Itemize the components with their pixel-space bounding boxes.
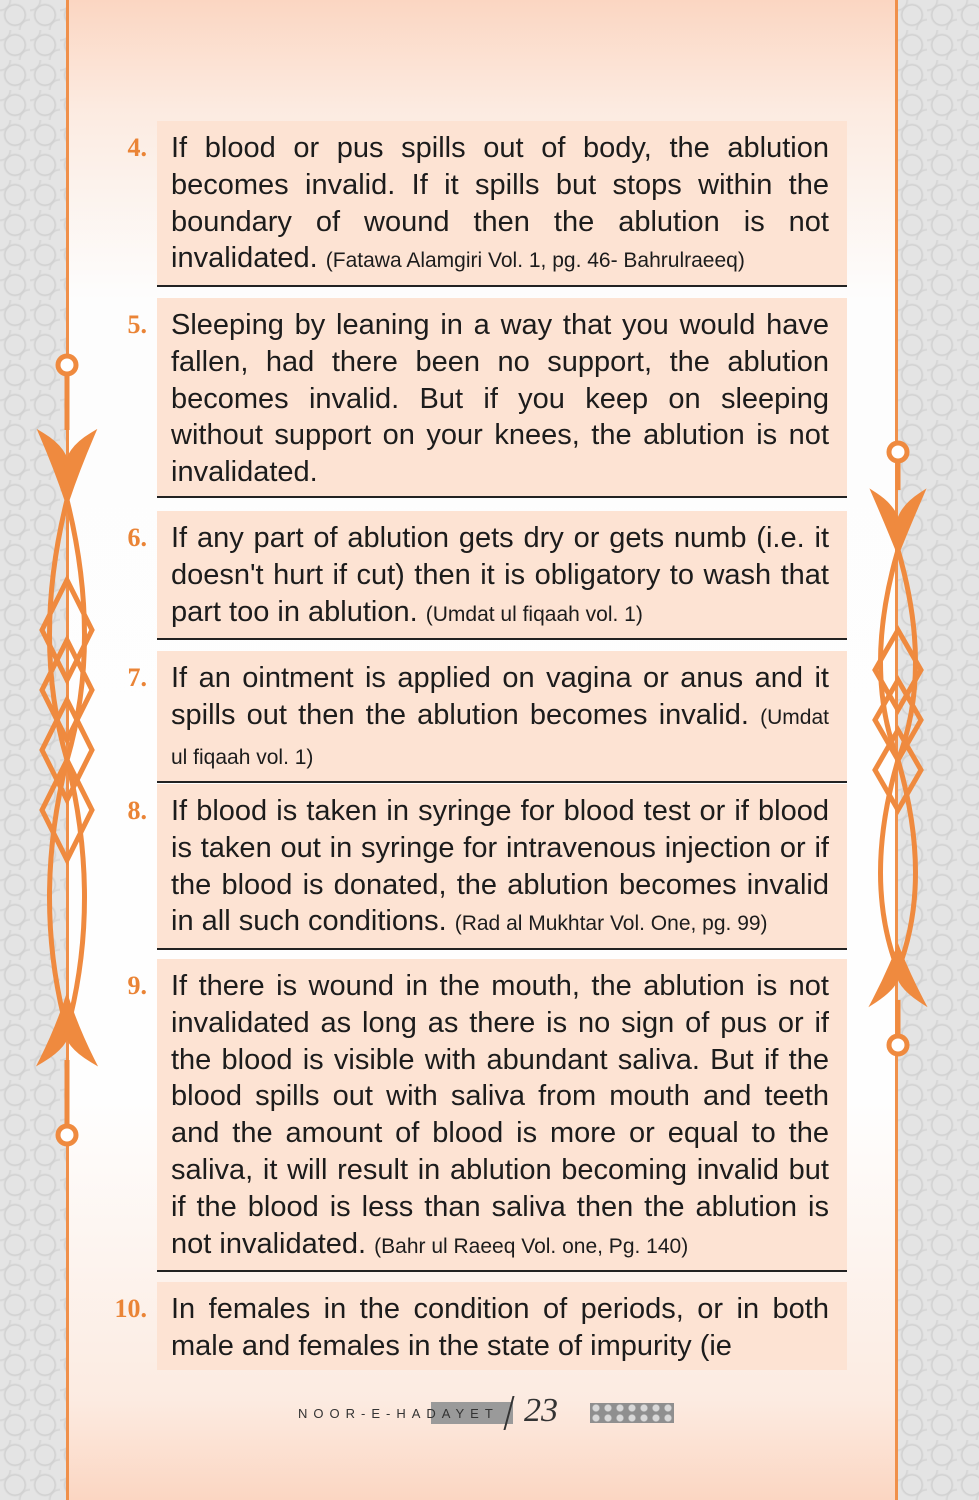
divider (157, 1270, 847, 1272)
item-text: If there is wound in the mouth, the ablution is not invalidated as long as there is no sign of pus or if the blood is visible with abundant saliva. But if the blood spills out with saliva from mouth and teeth and the amount of blood is more or equal to the saliva, it will result in ablution becoming invalid but if the blood is less than saliva then the ablution is not invalidated. (171, 970, 829, 1260)
list-item (127, 959, 847, 1272)
item-reference: (Umdat ul fiqaah vol. 1) (425, 602, 643, 626)
item-reference: (Fatawa Alamgiri Vol. 1, pg. 46- Bahrulraeeq) (325, 249, 745, 273)
divider (157, 638, 847, 640)
list-item (127, 298, 847, 498)
divider (157, 285, 847, 287)
item-box (157, 298, 847, 496)
item-reference: (Umdat ul fiqaah vol. 1) (171, 705, 829, 769)
item-text: If blood is taken in syringe for blood test or if blood is taken out in syringe for intravenous injection or if the blood is donated, the ablution becomes invalid in all such conditions. (171, 795, 829, 938)
item-box (157, 1282, 847, 1370)
footer-brand (298, 1406, 499, 1421)
item-number: 10. (114, 1294, 147, 1323)
item-number: 4. (127, 133, 147, 162)
divider (157, 496, 847, 498)
item-text: If an ointment is applied on vagina or anus and it spills out then the ablution becomes invalid. (171, 662, 829, 731)
item-reference: (Bahr ul Raeeq Vol. one, Pg. 140) (374, 1234, 689, 1258)
item-box (157, 511, 847, 638)
item-text: Sleeping by leaning in a way that you would have fallen, had there been no support, the ablution becomes invalid. But if you keep on sleeping without support on your knees, the ablution is not invalidated. (171, 309, 829, 489)
item-box (157, 959, 847, 1270)
list-item (114, 1282, 847, 1370)
footer-pattern-bar (590, 1403, 674, 1423)
page-footer (298, 1394, 688, 1434)
footer-brand-end: DAYET (426, 1406, 499, 1421)
list-item (127, 511, 847, 640)
item-text: If blood or pus spills out of body, the ablution becomes invalid. If it spills but stops within the boundary of wound then the ablution is not invalidated. (171, 132, 829, 275)
item-number: 5. (127, 310, 147, 339)
left-ornament (22, 340, 112, 1160)
item-box (157, 784, 847, 948)
item-number: 9. (127, 971, 147, 1000)
item-box (157, 121, 847, 285)
item-number: 6. (127, 523, 147, 552)
right-ornament (853, 430, 943, 1070)
item-reference: (Rad al Mukhtar Vol. One, pg. 99) (454, 912, 768, 936)
divider (157, 948, 847, 950)
list-item (127, 651, 847, 783)
item-number: 7. (127, 663, 147, 692)
list-item (127, 121, 847, 287)
item-box (157, 651, 847, 781)
item-text: If any part of ablution gets dry or gets numb (i.e. it doesn't hurt if cut) then it is obligatory to wash that part too in ablution. (171, 522, 829, 628)
page-number: 23 (524, 1392, 558, 1429)
item-text: In females in the condition of periods, or in both male and females in the state of impurity (ie (171, 1293, 829, 1362)
list-item (127, 784, 847, 950)
footer-brand-start: NOOR-E-HA (298, 1406, 427, 1421)
item-number: 8. (127, 796, 147, 825)
